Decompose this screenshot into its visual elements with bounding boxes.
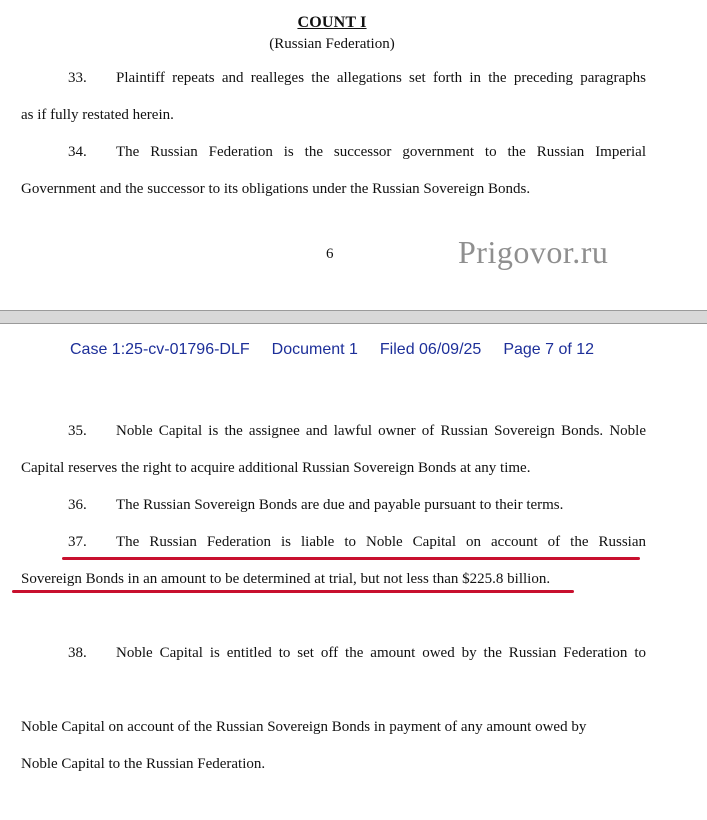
paragraph-number: 36. bbox=[68, 497, 87, 513]
paragraph-continuation: Capital reserves the right to acquire additional Russian Sovereign Bonds at any time. bbox=[21, 460, 531, 476]
document-page-6 bbox=[0, 0, 707, 310]
paragraph-continuation: as if fully restated herein. bbox=[21, 107, 174, 123]
red-highlight-underline bbox=[12, 590, 574, 593]
paragraph-text: Plaintiff repeats and realleges the allegations set forth in the preceding paragraphs bbox=[116, 70, 646, 86]
paragraph-36 bbox=[21, 487, 646, 524]
watermark: Prigovor.ru bbox=[458, 234, 609, 270]
case-header bbox=[70, 341, 594, 359]
paragraph-35 bbox=[21, 413, 646, 487]
paragraph-number: 37. bbox=[68, 534, 87, 550]
paragraph-number: 38. bbox=[68, 645, 87, 661]
page-divider bbox=[0, 310, 707, 324]
page-number: 6 bbox=[326, 246, 334, 262]
paragraph-first-line bbox=[21, 524, 646, 561]
paragraph-number: 34. bbox=[68, 144, 87, 160]
paragraph-continuation: Noble Capital on account of the Russian Sovereign Bonds in payment of any amount owed by Noble Capital to the Russian Federation. bbox=[21, 719, 587, 772]
paragraph-first-line bbox=[21, 413, 646, 450]
paragraph-text: The Russian Sovereign Bonds are due and payable pursuant to their terms. bbox=[116, 497, 564, 513]
count-subtitle: (Russian Federation) bbox=[269, 36, 395, 52]
paragraph-38 bbox=[21, 598, 646, 820]
paragraph-first-line bbox=[21, 487, 646, 524]
paragraph-number: 33. bbox=[68, 70, 87, 86]
paragraph-text: Noble Capital is entitled to set off the amount owed by the Russian Federation to bbox=[116, 645, 646, 661]
case-number: Case 1:25-cv-01796-DLF bbox=[70, 341, 250, 358]
paragraph-first-line bbox=[21, 60, 646, 97]
red-highlight-underline bbox=[62, 557, 640, 560]
page-indicator: Page 7 of 12 bbox=[503, 341, 595, 358]
paragraph-continuation: Government and the successor to its obligations under the Russian Sovereign Bonds. bbox=[21, 181, 531, 197]
count-title: COUNT I bbox=[297, 14, 367, 31]
paragraph-text: Noble Capital is the assignee and lawful owner of Russian Sovereign Bonds. Noble bbox=[116, 423, 646, 439]
paragraph-first-line bbox=[21, 635, 646, 672]
paragraph-text: The Russian Federation is liable to Noble Capital on account of the Russian bbox=[116, 534, 646, 550]
filed-date: Filed 06/09/25 bbox=[379, 341, 482, 358]
paragraph-number: 35. bbox=[68, 423, 87, 439]
paragraph-continuation: Sovereign Bonds in an amount to be determined at trial, but not less than $225.8 billion. bbox=[21, 571, 551, 587]
paragraph-33 bbox=[21, 60, 646, 134]
document-page-7 bbox=[0, 324, 707, 772]
paragraph-first-line bbox=[21, 134, 646, 171]
document-number: Document 1 bbox=[271, 341, 358, 358]
paragraph-37 bbox=[21, 524, 646, 598]
paragraph-text: The Russian Federation is the successor government to the Russian Imperial bbox=[116, 144, 646, 160]
paragraph-34 bbox=[21, 134, 646, 208]
